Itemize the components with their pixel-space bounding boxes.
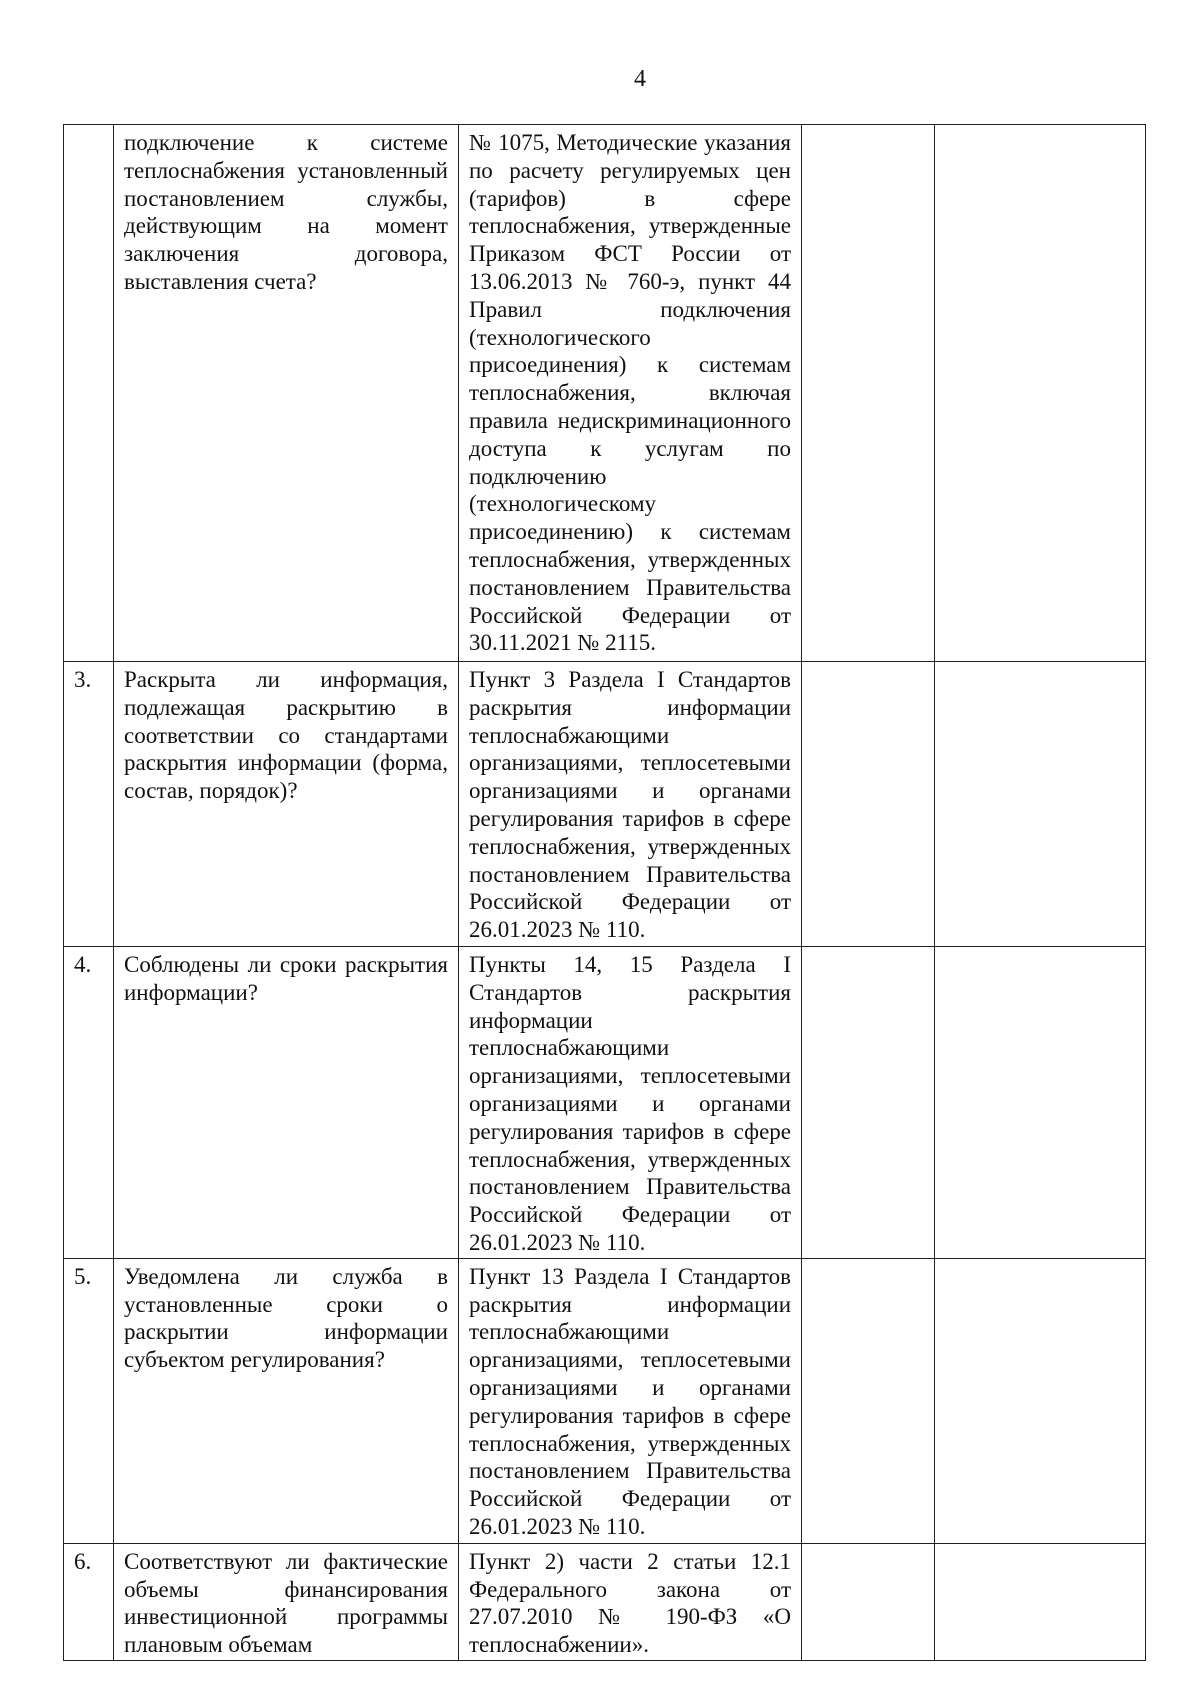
row-number-cell: 4. bbox=[64, 947, 114, 1259]
question-cell: Уведомлена ли служба в установленные сроки о раскрытии информации субъектом регулирования? bbox=[114, 1258, 459, 1543]
answer-cell bbox=[802, 1543, 935, 1660]
note-cell bbox=[935, 662, 1146, 947]
legal-reference-cell: Пункт 13 Раздела I Стандартов раскрытия информации теплоснабжающими организациями, теплосетевыми организациями и органами регулирования тарифов в сфере теплоснабжения, утвержденных постановлением Правительства Российской Федерации от 26.01.2023 № 110. bbox=[459, 1258, 802, 1543]
row-number-cell bbox=[64, 125, 114, 662]
question-cell: подключение к системе теплоснабжения установленный постановлением службы, действующим на момент заключения договора, выставления счета? bbox=[114, 125, 459, 662]
note-cell bbox=[935, 1543, 1146, 1660]
table-row bbox=[64, 1258, 1146, 1543]
question-cell: Соблюдены ли сроки раскрытия информации? bbox=[114, 947, 459, 1259]
row-number-cell: 6. bbox=[64, 1543, 114, 1660]
table-row bbox=[64, 947, 1146, 1259]
note-cell bbox=[935, 947, 1146, 1259]
question-cell: Соответствуют ли фактические объемы финансирования инвестиционной программы плановым объемам bbox=[114, 1543, 459, 1660]
answer-cell bbox=[802, 1258, 935, 1543]
table-row bbox=[64, 1543, 1146, 1660]
legal-reference-cell: Пункты 14, 15 Раздела I Стандартов раскрытия информации теплоснабжающими организациями, теплосетевыми организациями и органами регулирования тарифов в сфере теплоснабжения, утвержденных постановлением Правительства Российской Федерации от 26.01.2023 № 110. bbox=[459, 947, 802, 1259]
checklist-table bbox=[63, 124, 1146, 1661]
answer-cell bbox=[802, 662, 935, 947]
legal-reference-cell: Пункт 2) части 2 статьи 12.1 Федерального закона от 27.07.2010 № 190-ФЗ «О теплоснабжении». bbox=[459, 1543, 802, 1660]
question-cell: Раскрыта ли информация, подлежащая раскрытию в соответствии со стандартами раскрытия информации (форма, состав, порядок)? bbox=[114, 662, 459, 947]
table-row bbox=[64, 662, 1146, 947]
answer-cell bbox=[802, 125, 935, 662]
table-row bbox=[64, 125, 1146, 662]
row-number-cell: 5. bbox=[64, 1258, 114, 1543]
answer-cell bbox=[802, 947, 935, 1259]
note-cell bbox=[935, 125, 1146, 662]
legal-reference-cell: № 1075, Методические указания по расчету регулируемых цен (тарифов) в сфере теплоснабжения, утвержденные Приказом ФСТ России от 13.06.2013 № 760-э, пункт 44 Правил подключения (технологического присоединения) к системам теплоснабжения, включая правила недискриминационного доступа к услугам по подключению (технологическому присоединению) к системам теплоснабжения, утвержденных постановлением Правительства Российской Федерации от 30.11.2021 № 2115. bbox=[459, 125, 802, 662]
note-cell bbox=[935, 1258, 1146, 1543]
row-number-cell: 3. bbox=[64, 662, 114, 947]
legal-reference-cell: Пункт 3 Раздела I Стандартов раскрытия информации теплоснабжающими организациями, теплосетевыми организациями и органами регулирования тарифов в сфере теплоснабжения, утвержденных постановлением Правительства Российской Федерации от 26.01.2023 № 110. bbox=[459, 662, 802, 947]
page-number: 4 bbox=[634, 66, 646, 92]
